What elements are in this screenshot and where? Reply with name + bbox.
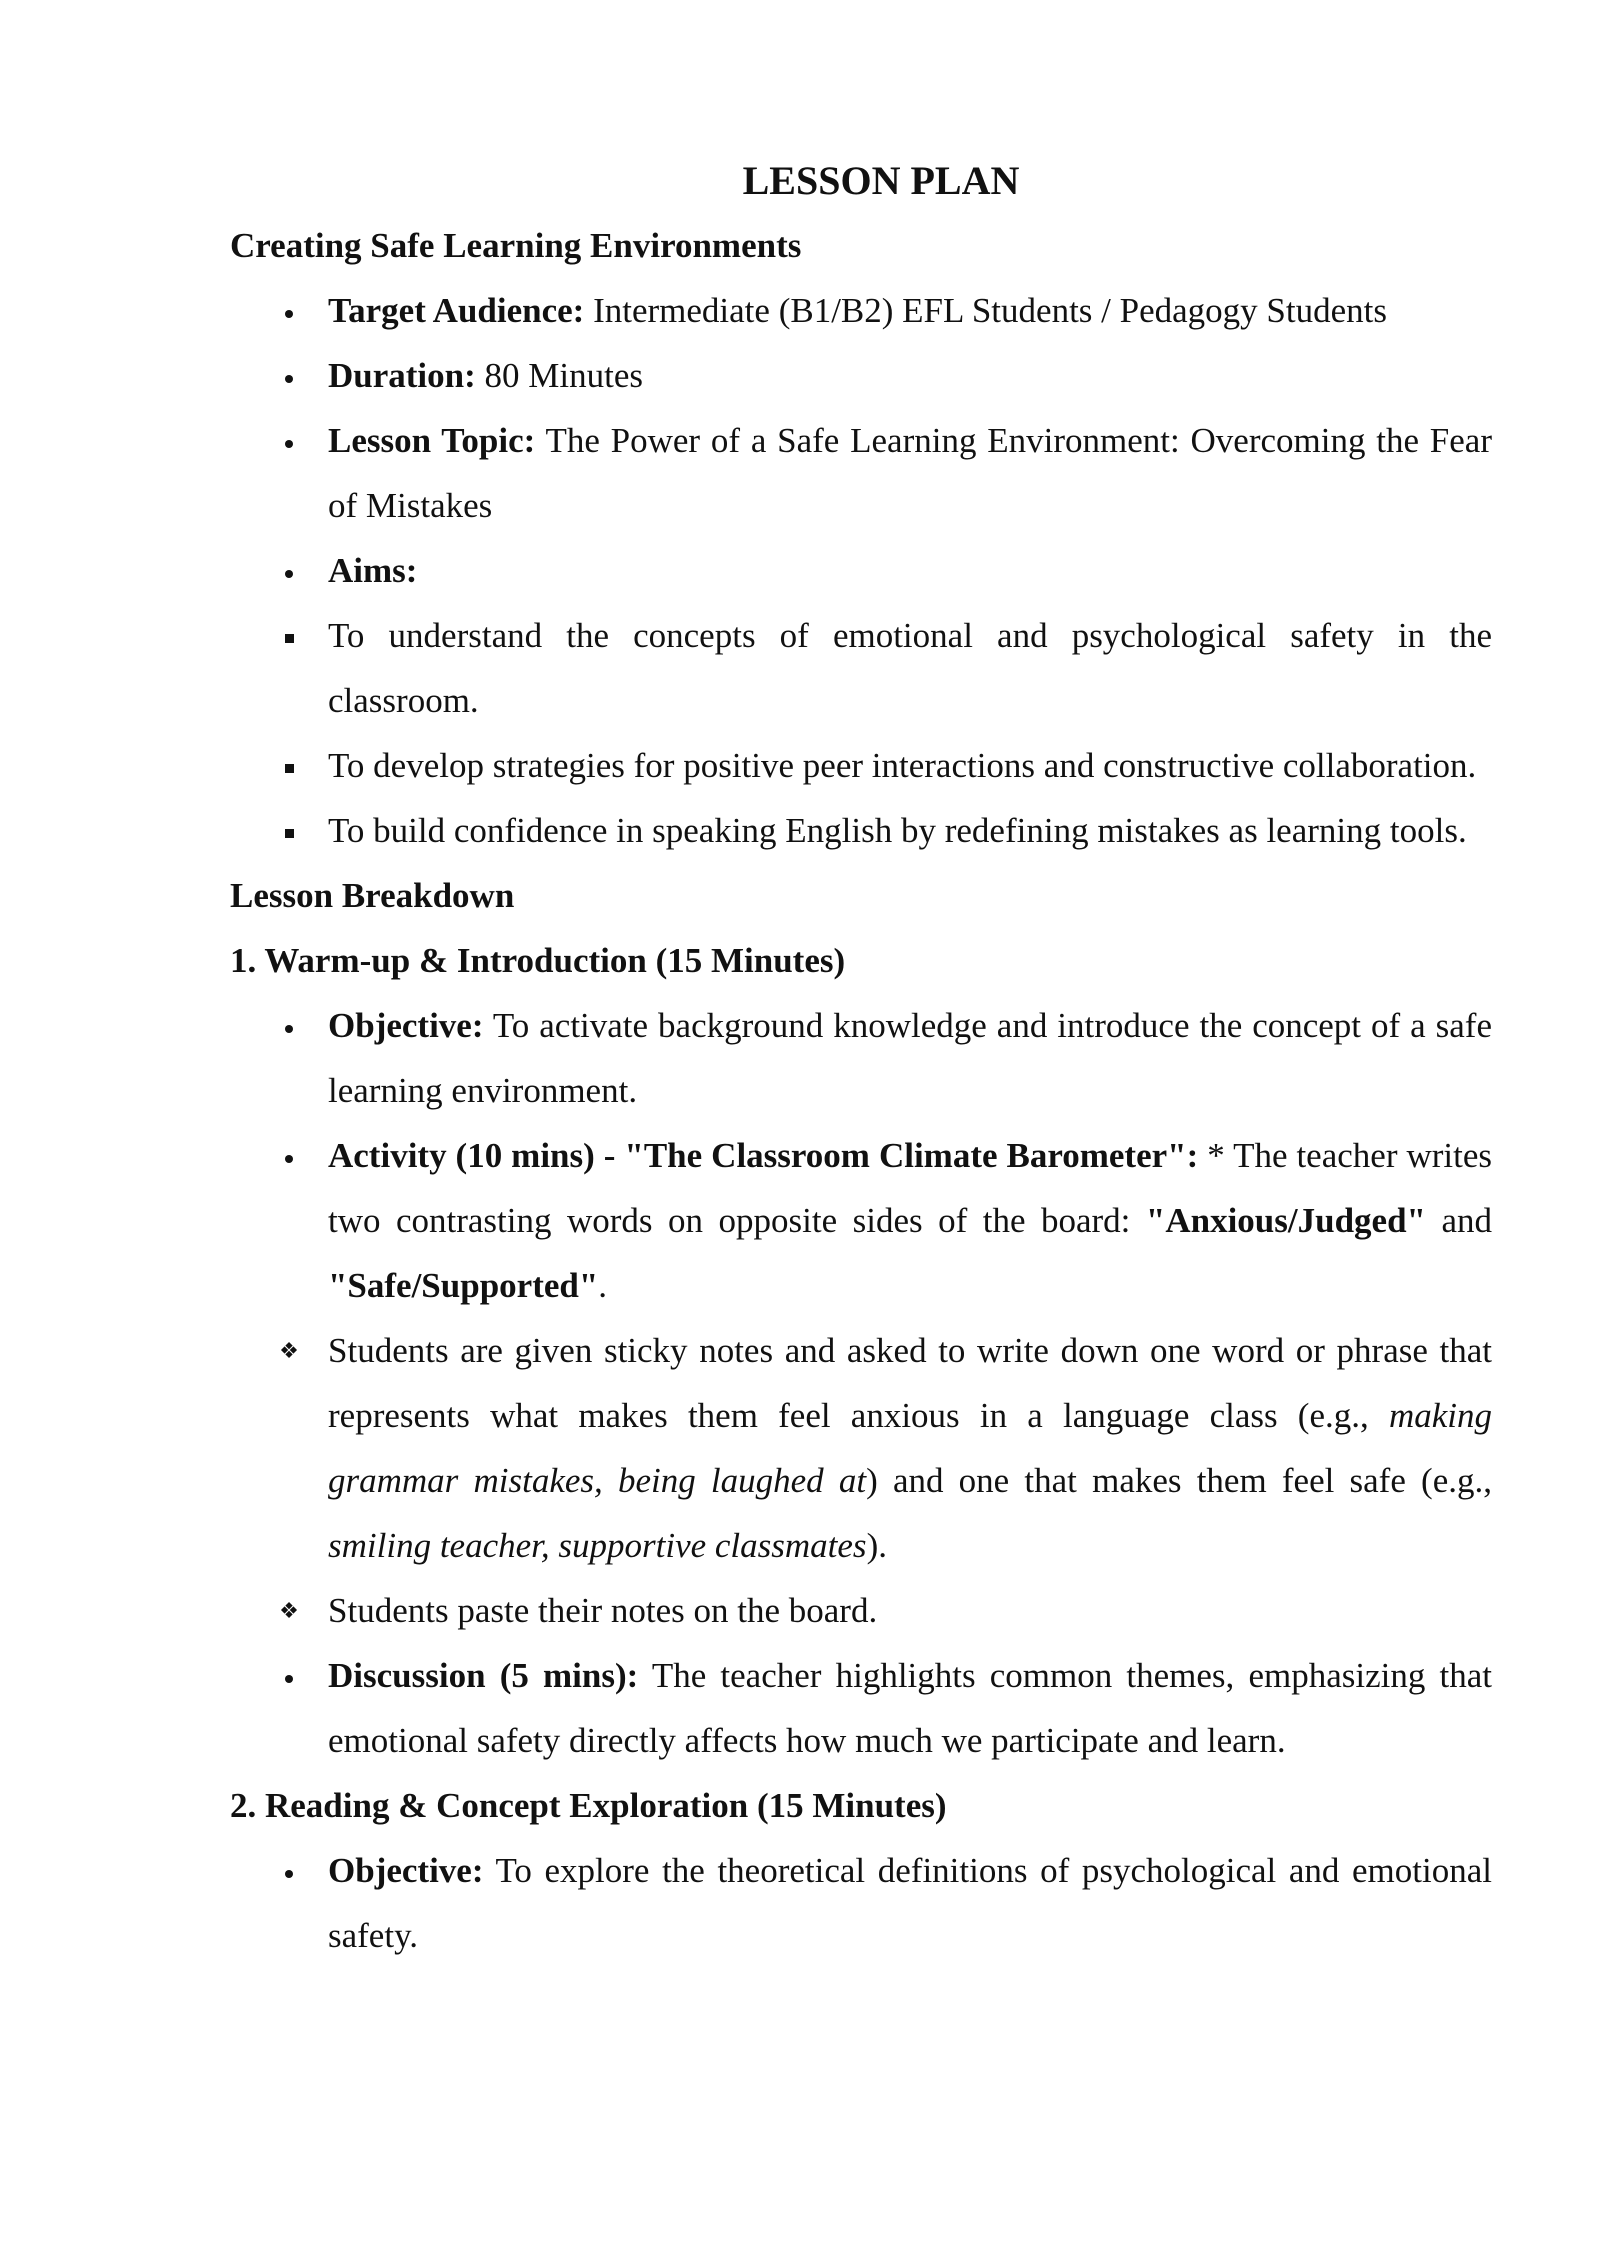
aim-item	[230, 798, 1492, 863]
example-text: smiling teacher, supportive classmates	[328, 1526, 867, 1565]
aim-item	[230, 733, 1492, 798]
bullet-icon	[274, 993, 304, 1058]
activity-text: * The teacher writes two contrasting words on opposite sides of the board:	[328, 1136, 1492, 1240]
aim-item	[230, 603, 1492, 733]
bullet-icon	[274, 538, 304, 603]
activity-item	[230, 1123, 1492, 1318]
discussion-text: The teacher highlights common themes, emphasizing that emotional safety directly affects how much we participate and learn.	[328, 1656, 1493, 1760]
aim-text: To build confidence in speaking English by redefining mistakes as learning tools.	[328, 811, 1467, 850]
objective-item	[230, 1838, 1492, 1968]
detail-text: 80 Minutes	[484, 356, 644, 395]
diamond-bullet-icon: ❖	[279, 1338, 299, 1363]
bullet-icon	[274, 343, 304, 408]
word-anxious: "Anxious/Judged"	[1145, 1201, 1426, 1240]
example-text: making grammar mistakes, being laughed at	[328, 1396, 1493, 1500]
and-text: and	[1441, 1201, 1493, 1240]
detail-aims	[230, 538, 1492, 603]
period-text: .	[598, 1266, 608, 1305]
section-heading: 1. Warm-up & Introduction (15 Minutes)	[230, 941, 846, 980]
detail-label: Lesson Topic:	[328, 421, 536, 460]
activity-subitem	[230, 1318, 1492, 1578]
page-title: LESSON PLAN	[742, 158, 1020, 203]
square-bullet-icon	[274, 603, 304, 668]
bullet-icon	[274, 1123, 304, 1188]
subitem-text: Students are given sticky notes and asked to write down one word or phrase that represents what makes them feel anxious in a language class (e.g.,	[328, 1331, 1492, 1435]
diamond-bullet-icon: ❖	[279, 1598, 299, 1623]
bullet-icon	[274, 278, 304, 343]
detail-label: Aims:	[328, 551, 418, 590]
objective-label: Objective:	[328, 1851, 484, 1890]
bullet-icon	[274, 1643, 304, 1708]
objective-text: To activate background knowledge and introduce the concept of a safe learning environment.	[328, 1006, 1493, 1110]
bullet-icon	[274, 408, 304, 473]
aim-text: To develop strategies for positive peer interactions and constructive collaboration.	[328, 746, 1477, 785]
activity-label: Activity (10 mins) - "The Classroom Climate Barometer":	[328, 1136, 1199, 1175]
detail-label: Duration:	[328, 356, 476, 395]
detail-text: The Power of a Safe Learning Environment: Overcoming the Fear of Mistakes	[328, 421, 1493, 525]
detail-text: Intermediate (B1/B2) EFL Students / Pedagogy Students	[593, 291, 1387, 330]
objective-item	[230, 993, 1492, 1123]
subitem-text: ) and one that makes them feel safe (e.g.,	[866, 1461, 1492, 1500]
subitem-text: Students paste their notes on the board.	[328, 1591, 878, 1630]
detail-target-audience	[230, 278, 1492, 343]
discussion-item	[230, 1643, 1492, 1773]
objective-text: To explore the theoretical definitions of psychological and emotional safety.	[328, 1851, 1492, 1955]
breakdown-heading: Lesson Breakdown	[230, 876, 515, 915]
objective-label: Objective:	[328, 1006, 484, 1045]
detail-label: Target Audience:	[328, 291, 585, 330]
activity-subitem	[230, 1578, 1492, 1643]
subitem-text: ).	[866, 1526, 887, 1565]
word-safe: "Safe/Supported"	[328, 1266, 599, 1305]
aim-text: To understand the concepts of emotional and psychological safety in the classroom.	[328, 616, 1492, 720]
detail-duration	[230, 343, 1492, 408]
square-bullet-icon	[274, 798, 304, 863]
lesson-subtitle: Creating Safe Learning Environments	[230, 226, 802, 265]
section-heading: 2. Reading & Concept Exploration (15 Minutes)	[230, 1786, 947, 1825]
document-content	[230, 148, 1492, 1968]
detail-lesson-topic	[230, 408, 1492, 538]
square-bullet-icon	[274, 733, 304, 798]
discussion-label: Discussion (5 mins):	[328, 1656, 639, 1695]
bullet-icon	[274, 1838, 304, 1903]
